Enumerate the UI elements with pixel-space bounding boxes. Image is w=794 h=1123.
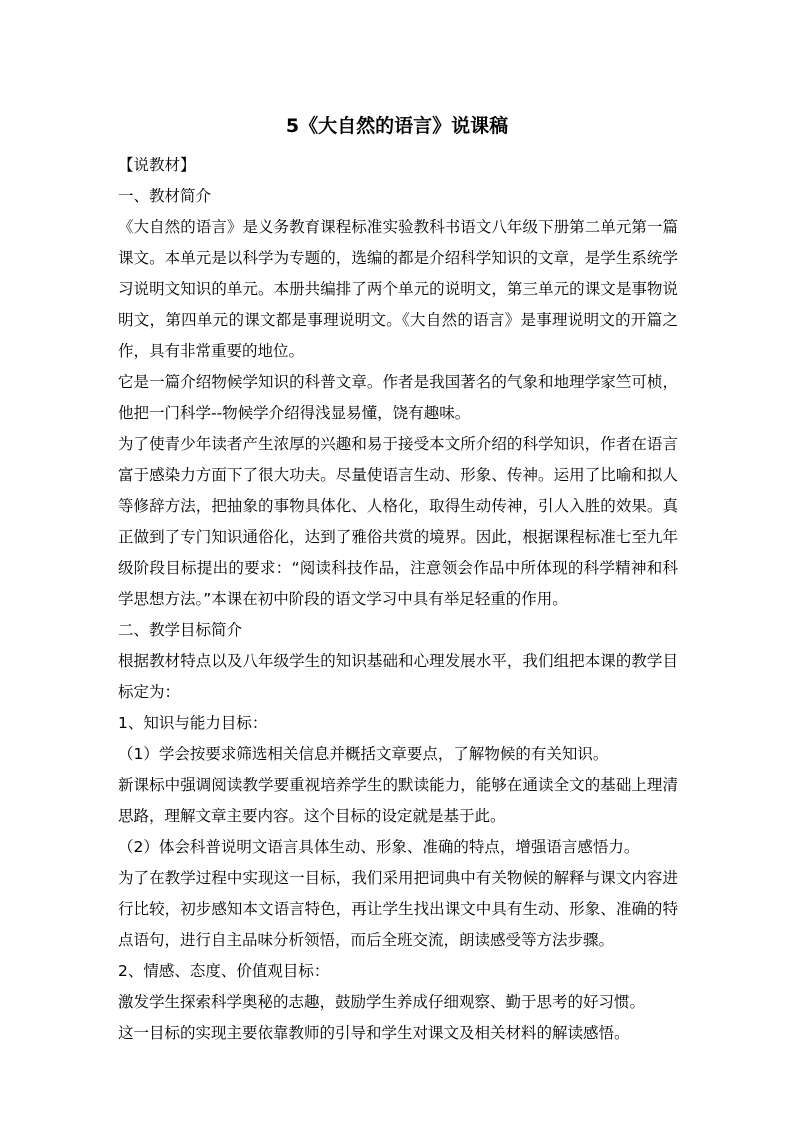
paragraph: 激发学生探索科学奥秘的志趣，鼓励学生养成仔细观察、勤于思考的好习惯。	[118, 993, 646, 1011]
subsection-heading: 一、教材简介	[118, 187, 212, 205]
paragraph: 它是一篇介绍物候学知识的科普文章。作者是我国著名的气象和地理学家竺可桢，他把一门科学--物候学介绍得浅显易懂，饶有趣味。	[118, 373, 678, 422]
document-body	[118, 150, 678, 1049]
paragraph: 根据教材特点以及八年级学生的知识基础和心理发展水平，我们组把本课的教学目标定为：	[118, 652, 678, 701]
paragraph: 为了在教学过程中实现这一目标，我们采用把词典中有关物候的解释与课文内容进行比较，初步感知本文语言特色，再让学生找出课文中具有生动、形象、准确的特点语句，进行自主品味分析领悟，而后全班交流，朗读感受等方法步骤。	[118, 869, 678, 949]
list-heading: 2、情感、态度、价值观目标：	[118, 962, 330, 980]
list-item: （2）体会科普说明文语言具体生动、形象、准确的特点，增强语言感悟力。	[118, 838, 640, 856]
list-heading: 1、知识与能力目标：	[118, 714, 268, 732]
paragraph: 这一目标的实现主要依靠教师的引导和学生对课文及相关材料的解读感悟。	[118, 1024, 630, 1042]
paragraph: 为了使青少年读者产生浓厚的兴趣和易于接受本文所介绍的科学知识，作者在语言富于感染力方面下了很大功夫。尽量使语言生动、形象、传神。运用了比喻和拟人等修辞方法，把抽象的事物具体化、人格化，取得生动传神，引人入胜的效果。真正做到了专门知识通俗化，达到了雅俗共赏的境界。因此，根据课程标准七至九年级阶段目标提出的要求：“阅读科技作品，注意领会作品中所体现的科学精神和科学思想方法。”本课在初中阶段的语文学习中具有举足轻重的作用。	[118, 435, 678, 608]
paragraph: 新课标中强调阅读教学要重视培养学生的默读能力，能够在通读全文的基础上理清思路，理解文章主要内容。这个目标的设定就是基于此。	[118, 776, 678, 825]
list-item: （1）学会按要求筛选相关信息并概括文章要点，了解物候的有关知识。	[118, 745, 609, 763]
section-heading: 【说教材】	[118, 156, 196, 174]
subsection-heading: 二、教学目标简介	[118, 621, 243, 639]
document-title: 5《大自然的语言》说课稿	[285, 115, 509, 137]
paragraph: 《大自然的语言》是义务教育课程标准实验教科书语文八年级下册第二单元第一篇课文。本单元是以科学为专题的，选编的都是介绍科学知识的文章，是学生系统学习说明文知识的单元。本册共编排了两个单元的说明文，第三单元的课文是事物说明文，第四单元的课文都是事理说明文。《大自然的语言》是事理说明文的开篇之作，具有非常重要的地位。	[118, 218, 678, 360]
